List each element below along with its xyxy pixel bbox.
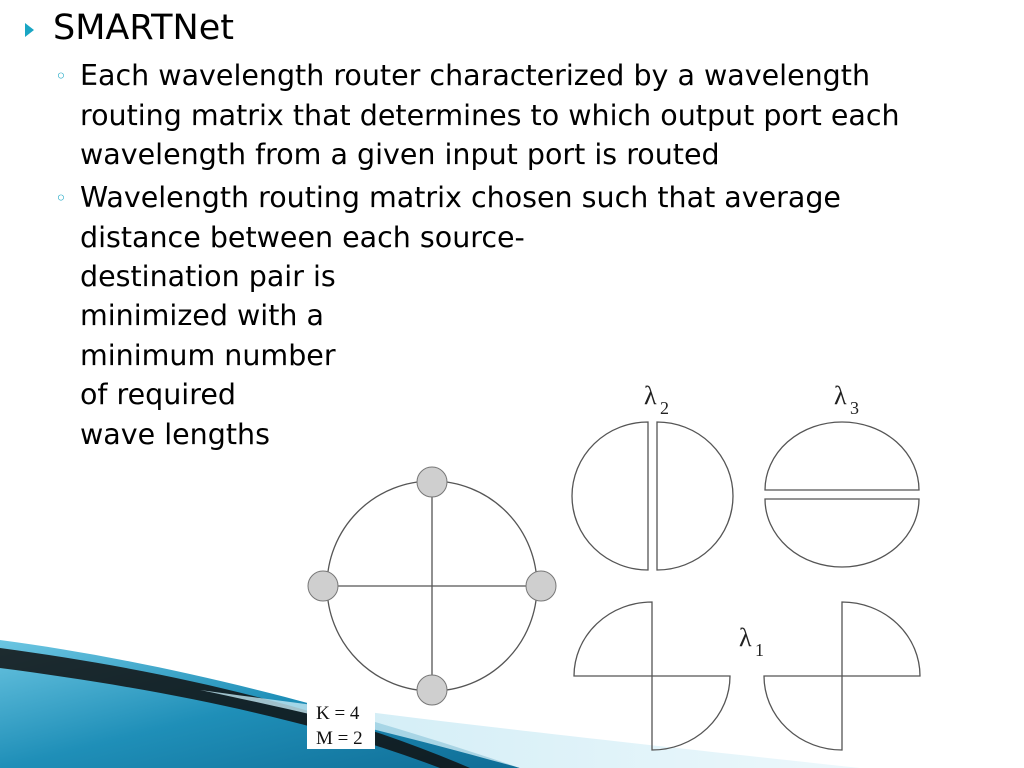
lambda1-subscript: 1 [755,640,764,660]
lambda1-quarter-bottom-right [652,676,730,750]
bullet-2-line-4: minimized with a [80,299,324,332]
lambda1-quarter-top-left [574,602,652,676]
lambda1-quarter-top-right [842,602,920,676]
bullet-2-line-7: wave lengths [80,418,270,451]
sub-bullet-icon: ◦ [55,64,67,88]
lambda3-symbol: λ [834,381,847,410]
bullet-2-line-1: Wavelength routing matrix chosen such that average [80,181,841,214]
lambda3-top-half [765,422,919,490]
lambda1-symbol: λ [739,623,752,652]
lambda2-shape [572,422,733,570]
bullet-2-line-2: distance between each source- [80,221,525,254]
lambda1-quarter-bottom-left [764,676,842,750]
param-m: M = 2 [316,728,363,749]
slide-title: SMARTNet [53,8,234,48]
ring-network [323,481,541,691]
bullet-1-line-1: Each wavelength router characterized by a wavelength [80,59,871,92]
bullet-2-line-5: minimum number [80,339,336,372]
lambda2-right-half [657,422,733,570]
node-top [417,467,447,497]
bullet-2-line-3: destination pair is [80,260,336,293]
bullet-1-line-2: routing matrix that determines to which output port each [80,99,900,132]
bullet-1-line-3: wavelength from a given input port is routed [80,138,720,171]
node-bottom [417,675,447,705]
lambda2-left-half [572,422,648,570]
node-right [526,571,556,601]
sub-bullet-icon: ◦ [55,186,67,210]
param-k: K = 4 [316,703,360,724]
node-left [308,571,338,601]
lambda2-subscript: 2 [660,398,669,418]
bullet-2-line-6: of required [80,378,236,411]
lambda3-subscript: 3 [850,398,859,418]
lambda2-symbol: λ [644,381,657,410]
lambda3-bottom-half [765,499,919,567]
lambda3-shape [765,422,919,567]
